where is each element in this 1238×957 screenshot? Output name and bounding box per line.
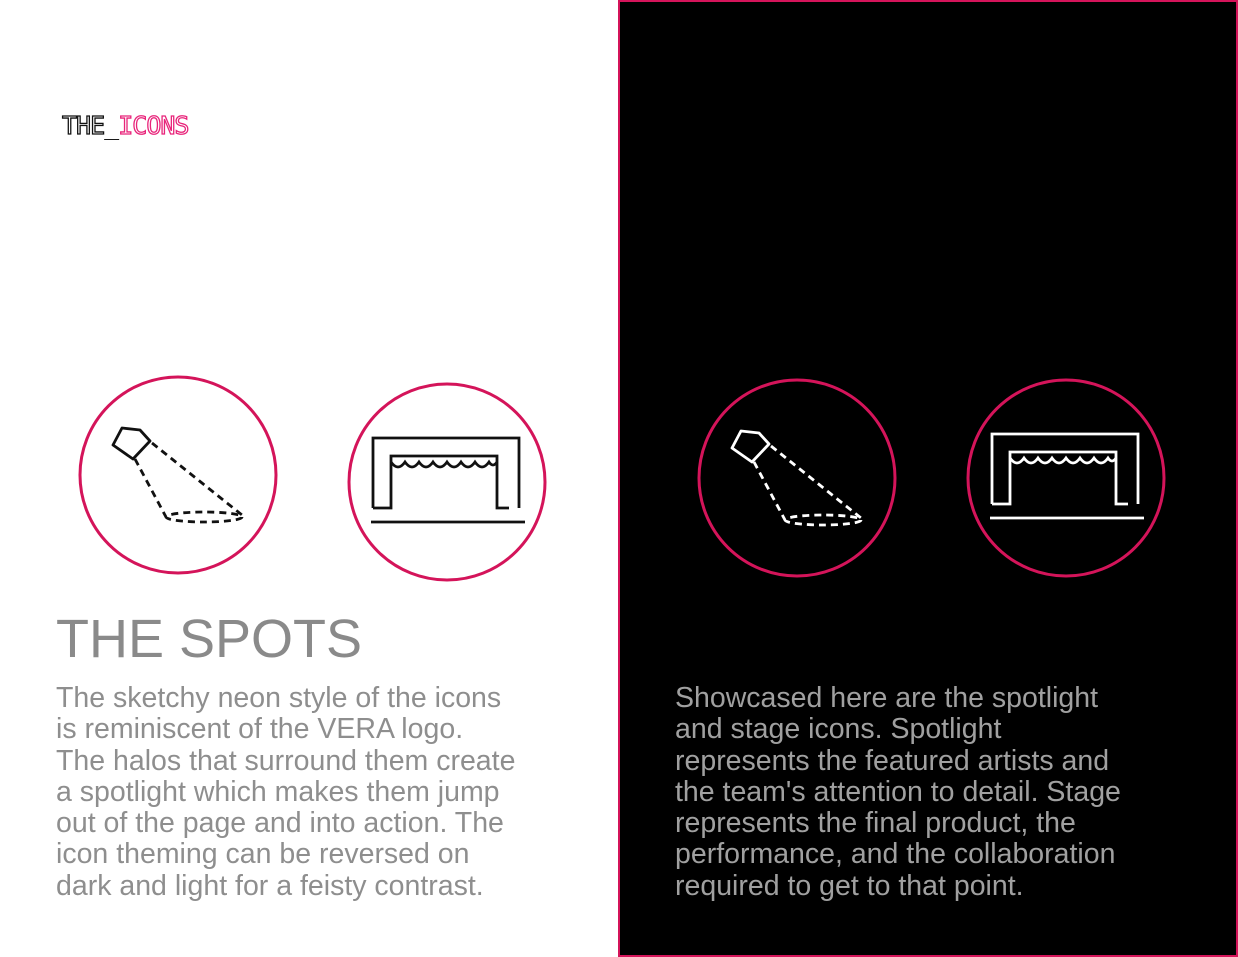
logo-word-icons: ICONS [118,111,189,140]
stage-icon [966,378,1166,578]
icon-description: Showcased here are the spotlight and stage icons. Spotlight represents the featured artists and the team's attention to detail. Stage represents the final product, the performance, and the collaboration required to get to that point. [675,682,1121,902]
section-title: THE SPOTS [56,609,363,669]
spotlight-icon [78,375,278,575]
spotlight-icon [697,378,897,578]
stage-icon [347,382,547,582]
style-description: The sketchy neon style of the icons is reminiscent of the VERA logo. The halos that surround them create a spotlight which makes them jump out of the page and into action. The icon theming can be reversed on dark and light for a feisty contrast. [56,682,516,902]
logo-word-the: THE [62,111,105,140]
the-icons-logo: THE_ICONS [62,111,189,140]
